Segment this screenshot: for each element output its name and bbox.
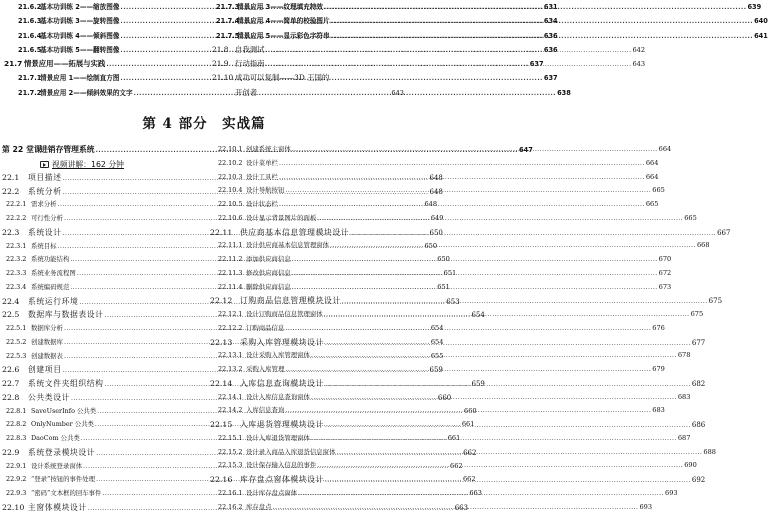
entry-title: 系统分析	[28, 186, 62, 196]
entry-number: 22.10.1	[218, 145, 243, 153]
entry-page: 672	[658, 268, 672, 277]
entry-number: 22.10.2	[218, 158, 243, 167]
entry-page: 678	[677, 351, 691, 360]
entry-number: 22.5.1	[6, 324, 27, 332]
entry-number: 22.14	[210, 378, 233, 388]
entry-title: 情景应用 5——显示彩色字符串	[237, 31, 330, 40]
entry-page: 670	[658, 255, 672, 263]
entry-title: 主窗体模块设计	[28, 502, 87, 512]
entry-title: 设计工具栏	[246, 172, 278, 181]
entry-title: 系统设计	[28, 227, 62, 237]
entry-title: 情景应用——拓展与实践	[24, 59, 106, 69]
entry-title: 系统业务流程图	[31, 269, 76, 277]
entry-title: “登录”按钮的事件处理	[31, 475, 96, 484]
entry-title: 设计显示背景图片的面板	[246, 213, 317, 222]
entry-title: 订购商品信息	[246, 323, 285, 332]
entry-number: 22.8.3	[6, 434, 27, 442]
entry-title: 供应商基本信息管理模块设计	[240, 227, 350, 237]
leader-dots	[331, 18, 753, 25]
leader-dots	[324, 311, 690, 318]
entry-page: 654	[430, 337, 444, 346]
entry-title: 情景应用 1——绘制直方图	[40, 74, 120, 83]
leader-dots	[285, 407, 651, 414]
leader-dots	[330, 242, 696, 249]
entry-number: 22.11.1	[218, 241, 243, 250]
entry-page: 676	[652, 323, 665, 332]
entry-page: 677	[691, 338, 706, 347]
entry-page: 675	[690, 310, 704, 318]
entry-title: 设计供应商基本信息管理窗体	[246, 241, 330, 250]
entry-number: 21.7.5	[216, 31, 240, 40]
entry-title: 添加供应商信息	[246, 255, 291, 263]
entry-page: 687	[677, 433, 691, 442]
entry-page: 665	[652, 186, 665, 195]
entry-page: 688	[703, 447, 716, 456]
entry-number: 22.10.5	[218, 200, 243, 208]
entry-number: 22.9	[2, 447, 20, 457]
entry-page: 686	[691, 421, 706, 429]
entry-number: 22.16	[210, 475, 233, 484]
entry-number: 22.13	[210, 337, 233, 347]
entry-title: DaoCom 公共类	[31, 434, 80, 442]
entry-page: 637	[543, 74, 558, 83]
leader-dots	[324, 4, 746, 11]
entry-page: 643	[632, 60, 646, 69]
entry-page: 636	[543, 45, 558, 54]
entry-title: 修改供应商信息	[246, 268, 291, 277]
entry-page: 673	[658, 282, 672, 291]
entry-title: 系统运行环境	[28, 296, 79, 306]
entry-number: 21.7.4	[216, 17, 240, 26]
entry-page: 664	[645, 158, 659, 167]
entry-title: 订购商品信息管理模块设计	[240, 296, 341, 306]
leader-dots	[325, 477, 691, 484]
entry-page: 638	[557, 88, 571, 97]
entry-page: 662	[450, 461, 463, 470]
entry-title: 设计入库信息查询窗体	[246, 392, 310, 401]
entry-title: 入库信息查询模块设计	[240, 378, 324, 388]
leader-dots	[285, 366, 651, 373]
leader-dots	[342, 298, 708, 305]
entry-page: 664	[645, 172, 659, 181]
entry-number: 21.7.1	[18, 74, 42, 83]
leader-dots	[336, 449, 702, 456]
leader-dots	[279, 174, 645, 181]
leader-dots	[311, 352, 677, 359]
entry-page: 667	[717, 228, 731, 237]
entry-title: “密码”文本框的回车事件	[31, 489, 102, 497]
entry-number: 22.15	[210, 420, 233, 429]
leader-dots	[317, 215, 683, 222]
entry-title: 设计系统登录窗体	[31, 461, 83, 470]
entry-title: 系统文件夹组织结构	[28, 379, 104, 388]
entry-number: 22.15.1	[218, 433, 243, 442]
entry-title: 设计导航按钮	[246, 186, 285, 195]
entry-page: 664	[658, 145, 672, 153]
entry-page: 690	[684, 461, 697, 470]
entry-number: 22.15.2	[218, 447, 243, 456]
entry-page: 663	[454, 503, 469, 512]
entry-title: 设计库存盘点窗体	[246, 488, 298, 497]
entry-page: 643	[391, 88, 404, 97]
leader-dots	[325, 337, 691, 347]
entry-number: 22.13.1	[218, 351, 243, 360]
entry-title: 创建数据库	[31, 337, 63, 346]
part-heading: 第 4 部分 实战篇	[142, 116, 266, 132]
entry-number: 22.3	[2, 227, 20, 237]
entry-page: 640	[754, 17, 768, 26]
entry-page: 651	[443, 269, 457, 277]
leader-dots	[266, 47, 632, 54]
entry-number: 22.11.3	[218, 268, 243, 277]
entry-title: 系统编码规范	[31, 282, 70, 291]
entry-title: 设计状态栏	[246, 200, 278, 208]
entry-title: 公共类设计	[28, 392, 70, 402]
entry-number: 21.8	[212, 44, 229, 54]
entry-title: 基本功训练 5——翻转图像	[40, 45, 120, 54]
entry-title: 情景应用 3——纹理填充特效	[237, 3, 324, 11]
entry-number: 22.7	[2, 379, 20, 388]
leader-dots	[331, 33, 753, 40]
entry-page: 654	[430, 324, 444, 332]
entry-number: 22.1	[2, 172, 20, 182]
entry-number: 22.9.2	[6, 475, 27, 484]
entry-page: 648	[424, 200, 438, 209]
entry-number: 22.10	[2, 502, 25, 512]
entry-page: 650	[437, 255, 450, 264]
entry-title: 采购入库管理	[246, 365, 285, 373]
entry-title: 项目描述	[28, 172, 62, 182]
entry-page: 648	[429, 187, 443, 196]
entry-number: 22.10.6	[218, 213, 243, 222]
leader-dots	[292, 284, 658, 291]
entry-page: 639	[747, 3, 762, 11]
entry-title: 基本功训练 2——缩放图像	[40, 3, 120, 11]
entry-number: 22.3.4	[6, 282, 27, 291]
entry-number: 22.16.1	[218, 488, 243, 497]
entry-title: 系统目标	[31, 241, 57, 250]
video-label: 视频讲解：162 分钟	[52, 160, 124, 170]
entry-title: 可行性分析	[31, 214, 63, 222]
leader-dots	[266, 61, 632, 68]
entry-page: 682	[691, 379, 706, 388]
entry-number: 22.3.1	[6, 241, 27, 250]
entry-title: 创建项目	[28, 365, 62, 375]
entry-number: 22.8	[2, 392, 20, 402]
entry-title: 设计订购商品信息管理窗体	[246, 310, 323, 318]
entry-title: 数据库分析	[31, 324, 63, 332]
entry-page: 668	[696, 241, 710, 250]
entry-page: 637	[529, 60, 544, 69]
entry-page: 659	[471, 380, 485, 388]
entry-number: 22.9.3	[6, 489, 27, 497]
entry-title: 系统功能结构	[31, 255, 70, 264]
entry-title: 采购入库管理模块设计	[240, 337, 324, 347]
entry-title: 创建系统主窗体	[246, 145, 291, 153]
entry-number: 21.6.4	[18, 31, 42, 40]
leader-dots	[273, 504, 639, 511]
entry-number: 22.15.3	[218, 461, 243, 470]
leader-dots	[298, 490, 664, 497]
entry-page: 634	[543, 17, 558, 26]
entry-page: 693	[665, 488, 678, 497]
entry-page: 641	[754, 31, 768, 40]
entry-title: 设计菜单栏	[246, 158, 278, 167]
entry-number: 22.5	[2, 310, 20, 320]
toc-subsection[interactable]	[210, 158, 659, 172]
entry-number: 22.8.2	[6, 420, 27, 429]
entry-number: 22.2.2	[6, 214, 27, 222]
entry-number: 22.14.1	[218, 392, 243, 401]
entry-number: 22.12	[210, 296, 233, 306]
chapter-page: 647	[519, 146, 533, 154]
entry-title: 开创者	[235, 87, 258, 97]
entry-title: 设计入库退货管理窗体	[246, 433, 310, 442]
leader-dots	[350, 230, 716, 237]
entry-number: 22.14.2	[218, 406, 243, 415]
entry-page: 679	[652, 365, 665, 373]
entry-title: 情景应用 2——倾斜效果的文字	[40, 88, 133, 97]
video-entry[interactable]	[2, 158, 204, 172]
entry-title: 行动指南	[235, 59, 265, 69]
entry-title: 自我测试	[235, 44, 265, 54]
entry-page: 650	[429, 228, 443, 237]
entry-page: 649	[430, 214, 444, 222]
entry-page: 692	[691, 476, 706, 484]
entry-number: 22.13.2	[218, 365, 243, 373]
entry-number: 22.3.2	[6, 255, 27, 264]
entry-page: 665	[645, 200, 659, 208]
entry-page: 693	[639, 502, 653, 511]
entry-page: 654	[471, 311, 485, 320]
entry-number: 21.7	[4, 59, 23, 69]
entry-title: 数据库与数据表设计	[28, 310, 104, 320]
entry-title: 设计保存输入信息的事件	[246, 461, 317, 470]
entry-title: 设计录入商品入库退货信息窗体	[246, 447, 336, 456]
entry-page: 653	[446, 297, 460, 306]
entry-number: 22.5.2	[6, 337, 27, 346]
entry-page: 661	[447, 434, 461, 442]
entry-number: 21.6.3	[18, 17, 42, 26]
entry-page: 683	[652, 406, 665, 415]
entry-title: 情景应用 4——简单的校验图片	[237, 17, 330, 26]
entry-number: 22.2	[2, 186, 20, 196]
entry-title: 删除供应商信息	[246, 282, 291, 291]
leader-dots	[311, 394, 677, 401]
entry-page: 662	[462, 475, 476, 484]
entry-number: 22.5.3	[6, 351, 27, 360]
entry-title: OnlyNumber 公共类	[31, 420, 94, 429]
entry-title: 入库信息查询	[246, 406, 285, 415]
entry-number: 21.6.2	[18, 3, 42, 11]
leader-dots	[285, 325, 651, 332]
entry-number: 22.3.3	[6, 269, 27, 277]
entry-page: 651	[437, 282, 450, 291]
entry-page: 631	[543, 3, 558, 11]
toc-entry[interactable]	[212, 72, 404, 86]
leader-dots	[292, 256, 658, 263]
entry-title: 入库退货管理模块设计	[240, 420, 324, 429]
entry-number: 21.10	[212, 73, 234, 83]
entry-title: 成功可以复制——3D 王国的	[235, 73, 330, 83]
entry-title: 需求分析	[31, 200, 57, 209]
leader-dots	[325, 422, 691, 429]
entry-page: 675	[708, 297, 723, 306]
entry-number: 22.4	[2, 296, 20, 306]
entry-number: 22.6	[2, 365, 20, 375]
entry-number: 21.6.5	[18, 45, 42, 54]
entry-page: 662	[463, 448, 477, 457]
leader-dots	[292, 270, 658, 277]
entry-number: 22.12.2	[218, 323, 243, 332]
entry-page: 648	[429, 173, 443, 182]
leader-dots	[292, 146, 658, 153]
entry-page: 660	[464, 406, 477, 415]
entry-page: 660	[437, 393, 452, 402]
chapter-title: 进销存管理系统	[40, 145, 95, 154]
entry-title: SaveUserInfo 公共类	[31, 406, 97, 415]
entry-page: 683	[677, 392, 691, 401]
video-icon	[40, 161, 49, 168]
entry-page: 659	[429, 366, 443, 375]
entry-number: 22.8.1	[6, 406, 27, 415]
entry-title: 创建数据表	[31, 351, 63, 360]
entry-title: 系统登录模块设计	[28, 447, 96, 457]
entry-number: 21.7.2	[18, 88, 42, 97]
entry-number: 21.7.3	[216, 3, 240, 11]
entry-number: 22.11.2	[218, 255, 243, 263]
entry-page: 642	[632, 45, 646, 54]
entry-title: 基本功训练 3——旋转图像	[40, 17, 120, 26]
toc-entry-continuation[interactable]	[212, 87, 404, 101]
leader-dots	[325, 381, 691, 388]
entry-number: 22.2.1	[6, 200, 27, 209]
entry-number: 21.9	[212, 59, 229, 69]
entry-number: 22.11.4	[218, 282, 243, 291]
chapter-number: 第 22 堂课	[2, 145, 42, 154]
entry-number: 22.10.4	[218, 186, 243, 195]
entry-title: 基本功训练 4——倾斜图像	[40, 31, 120, 40]
entry-page: 665	[684, 213, 697, 222]
leader-dots	[285, 187, 651, 194]
entry-page: 655	[430, 351, 444, 360]
entry-page: 650	[424, 241, 438, 250]
entry-number: 22.16.2	[218, 502, 243, 511]
entry-title: 库存盘点	[246, 502, 272, 511]
entry-page: 636	[543, 31, 558, 40]
leader-dots	[317, 462, 683, 469]
entry-number: 22.10.3	[218, 172, 243, 181]
entry-page: 661	[461, 420, 475, 429]
entry-title: 设计采购入库管理窗体	[246, 351, 310, 360]
entry-number: 22.11	[210, 227, 233, 237]
entry-number: 22.9.1	[6, 461, 27, 470]
leader-dots	[311, 435, 677, 442]
leader-dots	[279, 160, 645, 167]
leader-dots	[279, 201, 645, 208]
entry-page: 663	[469, 489, 482, 497]
entry-title: 库存盘点窗体模块设计	[240, 475, 324, 484]
entry-number: 22.12.1	[218, 310, 243, 318]
